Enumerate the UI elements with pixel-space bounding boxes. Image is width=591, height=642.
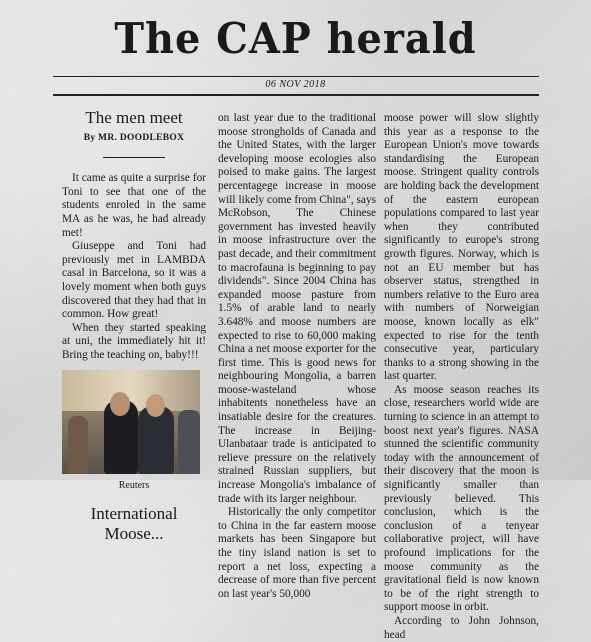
column-3 [384, 112, 539, 642]
column-2 [218, 112, 376, 601]
masthead-title: The CAP herald [114, 14, 477, 63]
article-paragraph: Historically the only competitor to China in the far eastern moose markets has been Singapore but the tiny island nation is set to report a net loss, expecting a decrease of more than five percent on last year's 50,000 [218, 506, 376, 600]
article-paragraph: Giuseppe and Toni had previously met in LAMBDA casal in Barcelona, so it was a lovely moment when both guys discovered that they had that in common. How great! [62, 240, 206, 321]
article-paragraph: moose power will slow slightly this year as a response to the European Union's move towards standardising the European moose. Stringent quality controls are holding back the development of the eastern european populations compared to last year when they contributed significantly to europe's strong growth figures. Norway, which is not an EU member but has observer status, strengthed in numbers relative to the Euro area with numbers of Norweigian moose, known locally as elk" expected to rise for the tenth consecutive year, particulary thanks to a strong showing in the last quarter. [384, 112, 539, 383]
article-headline: The men meet [85, 108, 183, 127]
issue-date: 06 NOV 2018 [265, 79, 326, 90]
article-paragraph: on last year due to the traditional moose strongholds of Canada and the United States, with the larger developing moose ecologies also poised to make gains. The largest percentagege increase in moose will likely come from China", says McRobson, The Chinese government has invested heavily in moose infrastructure over the past decade, and their commitment to macrofauna is beginning to pay dividends". Since 2004 China has expanded moose pasture from 1.5% of arable land to nearly 3.648% and moose numbers are expected to rise to 60,000 making China a net moose exporter for the first time. This is good news for neighbouring Mongolia, a barren moose-wasteland whose inhabitents nonetheless have an insatiable desire for the creatures. The increase in Beijing-Ulanbataar trade is anticipated to relieve pressure on the relatively strained Russian suppliers, but increase Mongolia's imbalance of trade with its larger neighbour. [218, 112, 376, 505]
byline-divider [103, 157, 165, 158]
article-paragraph: As moose season reaches its close, researchers world wide are turning to science in an attempt to boost next year's figures. NASA stunned the scientific community today with the announcement of their discovery that the moon is significantly smaller than previously believed. This conclusion, which is the conclusion of a tenyear collaborative project, will have profound implications for the moose community as the gravitational field is now known to be of the right strength to support moose in orbit. [384, 383, 539, 614]
article-photo [62, 370, 200, 474]
photo-caption: Reuters [118, 479, 150, 491]
article-paragraph: It came as quite a surprise for Toni to see that one of the students enroled in the same MA as he was, he had already met! [62, 172, 206, 239]
article-byline: By MR. DOODLEBOX [83, 132, 185, 143]
article-paragraph: According to John Johnson, head [384, 614, 539, 641]
column-1 [62, 108, 206, 544]
masthead-rule-bottom [53, 94, 539, 96]
article2-headline: International Moose... [90, 504, 178, 544]
masthead-rule-top [53, 76, 539, 77]
article-paragraph: When they started speaking at uni, the immediately hit it! Bring the teaching on, baby!!! [62, 321, 206, 361]
